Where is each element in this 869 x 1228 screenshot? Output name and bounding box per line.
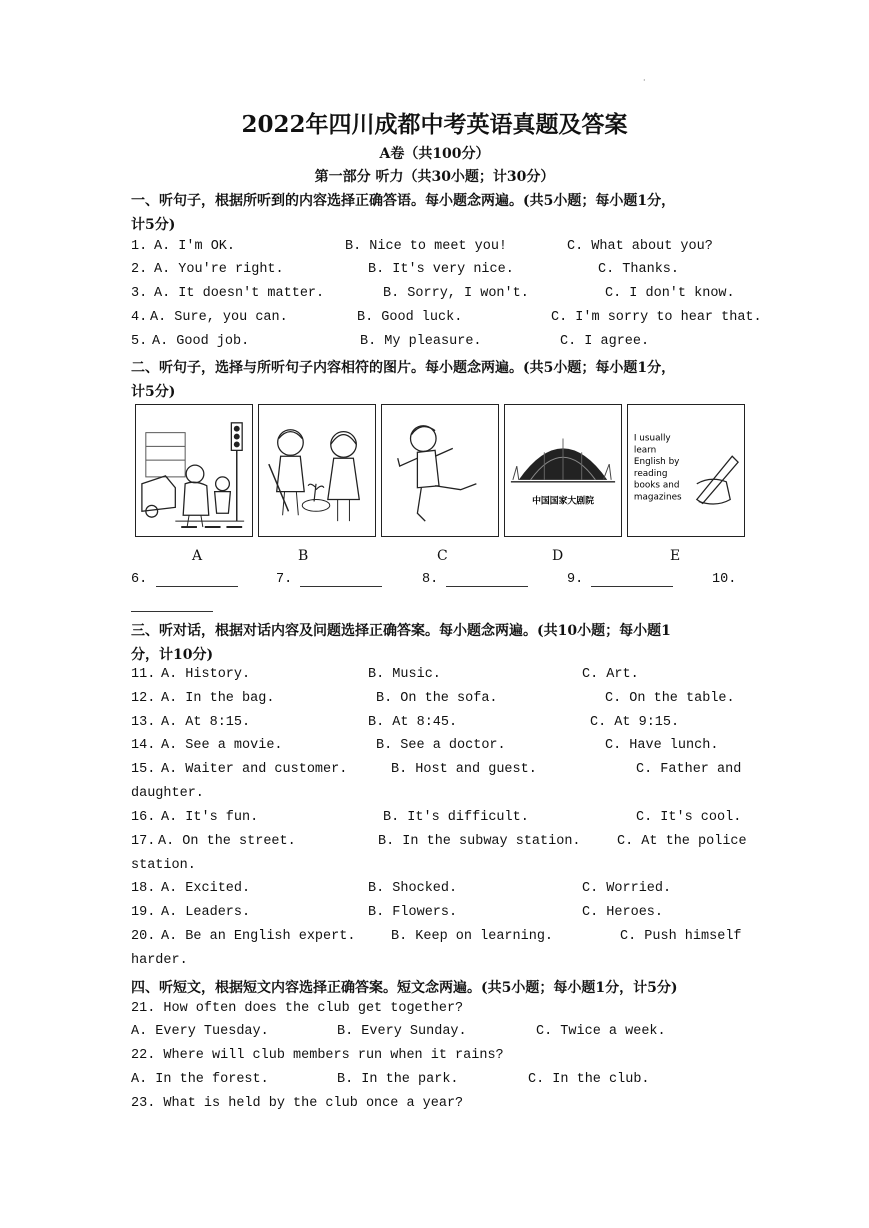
note-line-1: I usually <box>633 433 671 444</box>
q1-number: 1. <box>131 239 148 254</box>
q21-option-b: B. Every Sunday. <box>337 1024 467 1039</box>
answer-10-label: 10. <box>712 572 737 587</box>
section-4-heading: 四、听短文，根据短文内容选择正确答案。短文念两遍。(共5小题；每小题1分，计5分) <box>131 980 678 996</box>
picture-c-running <box>381 404 499 537</box>
planting-illustration <box>259 405 375 536</box>
note-line-3: English by <box>633 457 680 468</box>
q3-option-a: A. It doesn't matter. <box>154 286 325 301</box>
q5-option-b: B. My pleasure. <box>360 334 482 349</box>
section-2-heading: 二、听句子，选择与所听句子内容相符的图片。每小题念两遍。(共5小题；每小题1分， <box>131 360 676 376</box>
q20-option-c: C. Push himself <box>620 929 742 944</box>
answer-6-label: 6. <box>131 572 148 587</box>
q1-option-c: C. What about you? <box>567 239 713 254</box>
picture-d-theater <box>504 404 622 537</box>
theater-illustration <box>505 405 621 536</box>
q11-number: 11. <box>131 667 156 682</box>
q19-option-b: B. Flowers. <box>368 905 458 920</box>
q5-number: 5. <box>131 334 148 349</box>
picture-label-e: E <box>670 548 681 564</box>
q23-question: 23. What is held by the club once a year? <box>131 1096 464 1111</box>
q13-option-b: B. At 8:45. <box>368 715 458 730</box>
q21-option-c: C. Twice a week. <box>536 1024 666 1039</box>
writing-illustration <box>628 405 744 536</box>
q21-question: 21. How often does the club get together? <box>131 1001 464 1016</box>
q14-option-a: A. See a movie. <box>161 738 283 753</box>
q20-option-a: A. Be an English expert. <box>161 929 356 944</box>
answer-6-blank[interactable] <box>156 572 238 591</box>
q12-option-a: A. In the bag. <box>161 691 275 706</box>
q17-number: 17. <box>131 834 156 849</box>
q15-option-c: C. Father and <box>636 762 742 777</box>
q14-option-b: B. See a doctor. <box>376 738 506 753</box>
paper-label: A卷（共100分） <box>379 146 490 162</box>
picture-e-writing <box>627 404 745 537</box>
section-3-heading-cont: 分，计10分) <box>131 647 214 663</box>
q18-option-c: C. Worried. <box>582 881 672 896</box>
q13-option-a: A. At 8:15. <box>161 715 251 730</box>
picture-label-b: B <box>298 548 309 564</box>
answer-7-label: 7. <box>276 572 293 587</box>
q18-option-b: B. Shocked. <box>368 881 458 896</box>
q22-question: 22. Where will club members run when it rains? <box>131 1048 504 1063</box>
q3-option-b: B. Sorry, I won't. <box>383 286 529 301</box>
q12-option-c: C. On the table. <box>605 691 735 706</box>
q4-option-a: A. Sure, you can. <box>150 310 288 325</box>
picture-b-planting <box>258 404 376 537</box>
q4-option-b: B. Good luck. <box>357 310 463 325</box>
answer-9-blank[interactable] <box>591 572 673 591</box>
picture-a-crossing <box>135 404 253 537</box>
answer-8-label: 8. <box>422 572 439 587</box>
answer-9-label: 9. <box>567 572 584 587</box>
q22-option-b: B. In the park. <box>337 1072 459 1087</box>
q15-number: 15. <box>131 762 156 777</box>
q1-option-b: B. Nice to meet you! <box>345 239 508 254</box>
q16-number: 16. <box>131 810 156 825</box>
q22-option-a: A. In the forest. <box>131 1072 269 1087</box>
note-line-4: reading <box>633 468 668 479</box>
part-heading: 第一部分 听力（共30小题；计30分） <box>314 169 555 185</box>
q4-option-c: C. I'm sorry to hear that. <box>551 310 762 325</box>
q18-number: 18. <box>131 881 156 896</box>
q19-option-a: A. Leaders. <box>161 905 251 920</box>
page-title: 2022年四川成都中考英语真题及答案 <box>241 111 628 138</box>
picture-label-c: C <box>437 548 448 564</box>
q2-option-a: A. You're right. <box>154 262 284 277</box>
q22-option-c: C. In the club. <box>528 1072 650 1087</box>
answer-7-blank[interactable] <box>300 572 382 591</box>
q17-option-c: C. At the police <box>617 834 747 849</box>
section-3-heading: 三、听对话，根据对话内容及问题选择正确答案。每小题念两遍。(共10小题；每小题1 <box>131 623 671 639</box>
q2-option-b: B. It's very nice. <box>368 262 514 277</box>
q12-number: 12. <box>131 691 156 706</box>
q21-option-a: A. Every Tuesday. <box>131 1024 269 1039</box>
q5-option-c: C. I agree. <box>560 334 650 349</box>
q3-option-c: C. I don't know. <box>605 286 735 301</box>
q11-option-a: A. History. <box>161 667 251 682</box>
q19-option-c: C. Heroes. <box>582 905 664 920</box>
q11-option-b: B. Music. <box>368 667 441 682</box>
q16-option-c: C. It's cool. <box>636 810 742 825</box>
q19-number: 19. <box>131 905 156 920</box>
running-boy-illustration <box>382 405 498 536</box>
note-line-2: learn <box>633 445 657 456</box>
q17-option-c-cont: station. <box>131 858 196 873</box>
corner-mark: · <box>643 76 646 85</box>
q15-option-c-cont: daughter. <box>131 786 204 801</box>
q20-option-b: B. Keep on learning. <box>391 929 554 944</box>
q2-number: 2. <box>131 262 148 277</box>
q3-number: 3. <box>131 286 148 301</box>
q14-option-c: C. Have lunch. <box>605 738 719 753</box>
q13-number: 13. <box>131 715 156 730</box>
theater-caption: 中国国家大剧院 <box>532 496 594 507</box>
q17-option-b: B. In the subway station. <box>378 834 581 849</box>
crossing-illustration <box>136 405 252 536</box>
q1-option-a: A. I'm OK. <box>154 239 236 254</box>
picture-label-d: D <box>552 548 564 564</box>
q5-option-a: A. Good job. <box>152 334 250 349</box>
q12-option-b: B. On the sofa. <box>376 691 498 706</box>
q20-option-c-cont: harder. <box>131 953 188 968</box>
q13-option-c: C. At 9:15. <box>590 715 680 730</box>
answer-10-blank[interactable] <box>131 597 213 616</box>
picture-label-a: A <box>192 548 203 564</box>
q20-number: 20. <box>131 929 156 944</box>
answer-8-blank[interactable] <box>446 572 528 591</box>
section-1-heading-cont: 计5分) <box>131 217 176 233</box>
section-2-heading-cont: 计5分) <box>131 384 176 400</box>
q16-option-b: B. It's difficult. <box>383 810 529 825</box>
section-1-heading: 一、听句子，根据所听到的内容选择正确答语。每小题念两遍。(共5小题；每小题1分， <box>131 193 676 209</box>
q4-number: 4. <box>131 310 148 325</box>
q17-option-a: A. On the street. <box>158 834 296 849</box>
q14-number: 14. <box>131 738 156 753</box>
q15-option-a: A. Waiter and customer. <box>161 762 348 777</box>
q18-option-a: A. Excited. <box>161 881 251 896</box>
note-line-5: books and <box>633 480 680 491</box>
q15-option-b: B. Host and guest. <box>391 762 537 777</box>
q2-option-c: C. Thanks. <box>598 262 680 277</box>
q11-option-c: C. Art. <box>582 667 639 682</box>
note-line-6: magazines <box>633 492 682 503</box>
q16-option-a: A. It's fun. <box>161 810 259 825</box>
